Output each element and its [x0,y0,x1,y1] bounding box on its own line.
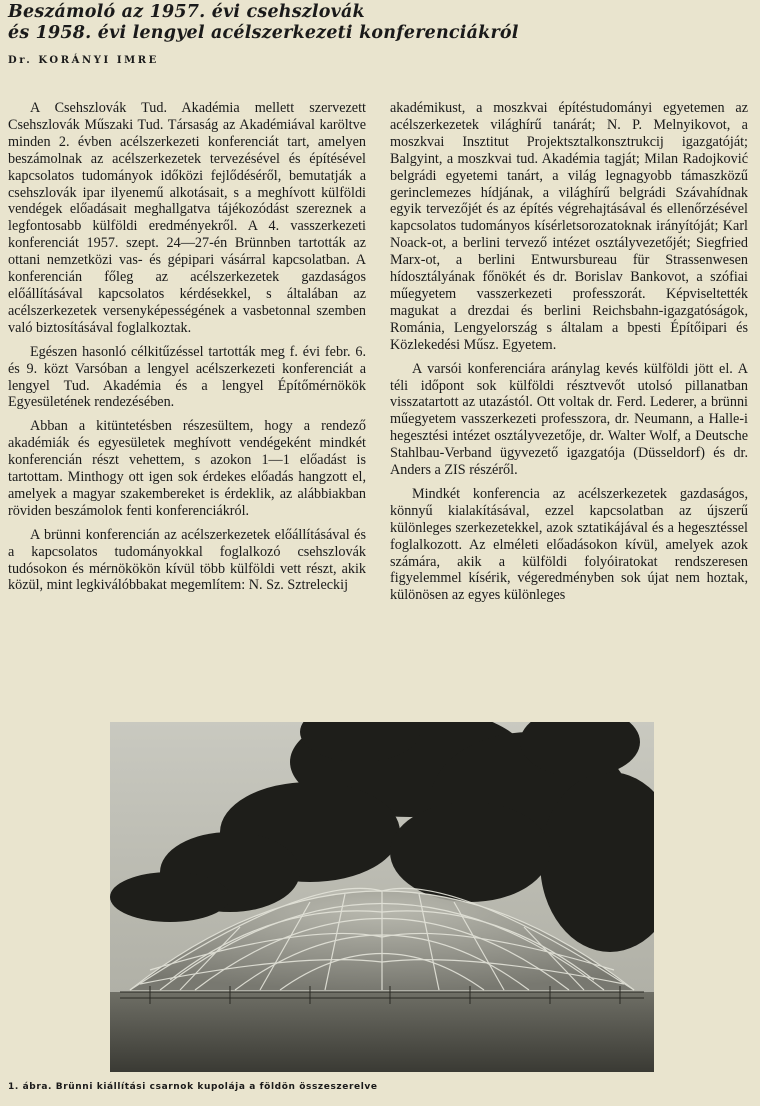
author-byline: Dr. KORÁNYI IMRE [8,55,159,66]
paragraph: Mindkét konferencia az acélszerkezetek gazdaságos, könnyű kialakításával, ezzel kapcsolatban az újszerű különleges szerkezetekkel, azok sztatikájával és a hegesztéssel foglalkozott. Az elméleti előadásokon kívül, amelyek azok számára, akik a külföldi folyóiratokat rendszeresen figyelemmel kísérik, végeredményben sok újat nem hoztak, különösen az egyes különleges [390,485,748,604]
left-text-column [8,100,366,601]
dome-photograph [110,722,654,1072]
title-line-1: Beszámoló az 1957. évi csehszlovák [8,2,365,22]
paragraph: akadémikust, a moszkvai építéstudományi egyetemen az acélszerkezetek világhírű tanárát; N. P. Melnyikovot, a moszkvai Insztitut Projektsztalkonsztrukcij igazgatóját; Balgyint, a moszkvai tud. Akadémia tagját; Milan Radojković belgrádi egyetemi tanárt, a világ legnagyobb támaszközű gerinclemezes hídjának, a világhírű belgrádi Szávahídnak egyik tervezőjét és az építés végrehajtásával és ellenőrzésével kapcsolatos tudományos kísérletsorozatoknak irányítóját; Karl Noack-ot, a berlini tervező intézet osztályvezetőjét; Siegfried Marx-ot, a berlini Entwursbureau für Strassenwesen hídosztályának főnökét és dr. Borislav Bankovot, a szófiai műegyetem vasszerkezeti professzorát. Képviseltették magukat a drezdai és berlini Reichsbahn-igazgatóságok, Románia, Lengyelország s általam a bpesti Építőipari és Közlekedési Műsz. Egyetem. [390,100,748,353]
dome-photo-illustration [110,722,654,1072]
figure-caption: 1. ábra. Brünni kiállítási csarnok kupolája a földön összeszerelve [8,1082,378,1092]
title-line-2: és 1958. évi lengyel acélszerkezeti konferenciákról [8,23,519,43]
article-title [8,2,748,44]
paragraph: A Csehszlovák Tud. Akadémia mellett szervezett Csehszlovák Műszaki Tud. Társaság az Akadémiával karöltve minden 2. évben acélszerkezeti konferenciát tart, amelyen beszámolnak az acélszerkezetek tervezésével és építésével kapcsolatos tudományok időközi fejlődéséről, bemutatják a csehszlovák ipar ilyenemű alkotásait, s a meghívott külföldi vendégek előadásait meghallgatva tájékozódást szereznek a legfontosabb külföldi eredményekről. A 4. vasszerkezeti konferenciát 1957. szept. 24—27-én Brünnben tartották az ottani nemzetközi vas- és gépipari vásárral kapcsolatban. A konferencián főleg az acélszerkezetek gazdaságos előállításával kapcsolatos kérdésekkel, s általában az acélszerkezetek versenyképességének a vasbetonnal szemben való biztosításával foglalkoztak. [8,100,366,336]
paragraph: A brünni konferencián az acélszerkezetek előállításával és a kapcsolatos tudományokkal foglalkozó csehszlovák tudósokon és mérnökökön kívül több külföldi vett részt, akik közül, mint legkiválóbbakat megemlítem: N. Sz. Sztreleckij [8,526,366,594]
right-text-column [390,100,748,611]
paragraph: Egészen hasonló célkitűzéssel tartották meg f. évi febr. 6. és 9. közt Varsóban a lengyel acélszerkezeti konferenciát a lengyel Tud. Akadémia és a lengyel Építőmérnökök Egyesületének rendezésében. [8,343,366,411]
paragraph: Abban a kitüntetésben részesültem, hogy a rendező akadémiák és egyesületek meghívott vendégeként mindkét konferencián részt vehettem, s azokon 1—1 előadást is tartottam. Minthogy ott igen sok érdekes előadás hangzott el, amelyek a magyar szakembereket is érdeklik, az alábbiakban röviden beszámolok fenti konferenciákról. [8,418,366,519]
paragraph: A varsói konferenciára aránylag kevés külföldi jött el. A téli időpont sok külföldi résztvevőt utolsó pillanatban visszatartott az utazástól. Ott voltak dr. Ferd. Lederer, a brünni műegyetem vasszerkezeti professzora, dr. Neumann, a Halle-i hegesztési intézet osztályvezetője, dr. Walter Wolf, a Deutsche Stahlbau-Verband ügyvezető igazgatója (Düsseldorf) és dr. Anders a ZIS részéről. [390,360,748,479]
